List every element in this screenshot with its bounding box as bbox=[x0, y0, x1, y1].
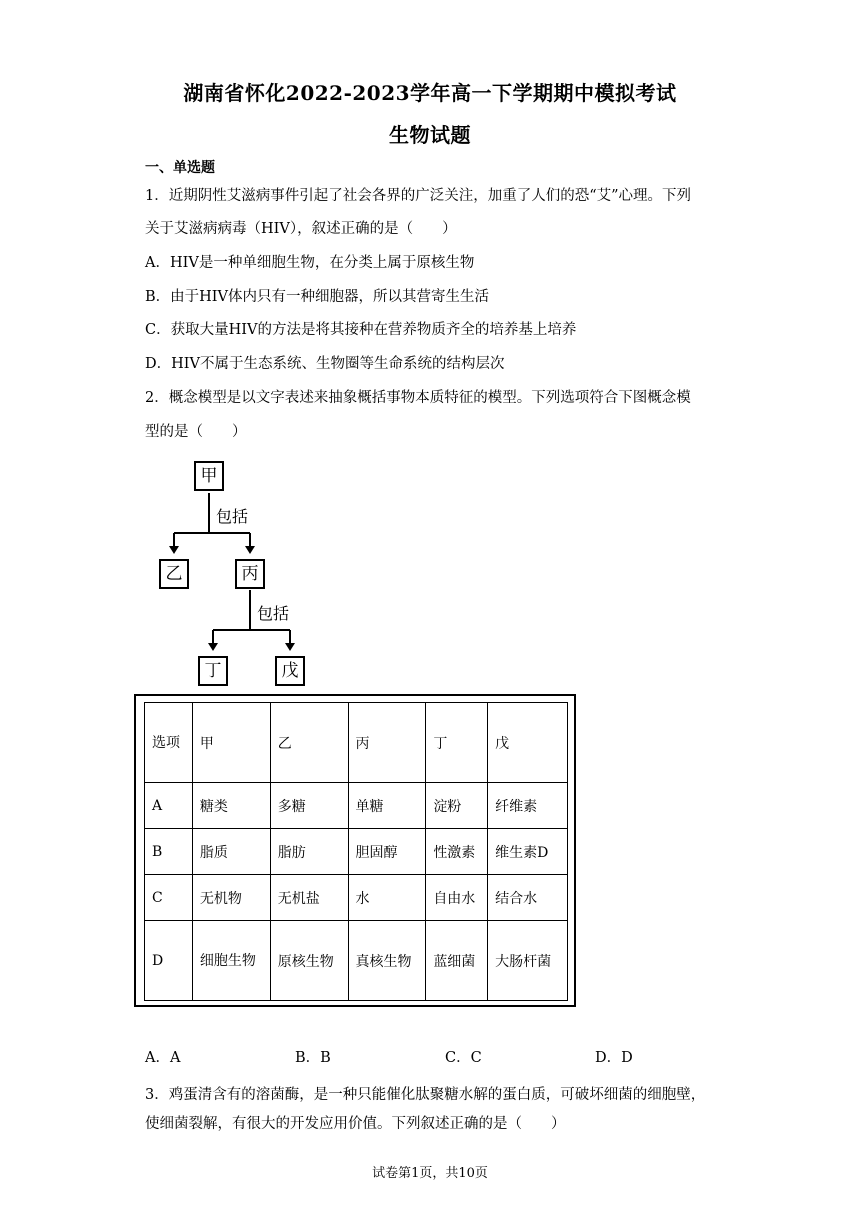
diagram-node-wu: 戊 bbox=[275, 656, 305, 686]
table-cell: 单糖 bbox=[348, 783, 426, 829]
concept-diagram bbox=[150, 455, 310, 690]
table-row bbox=[145, 829, 568, 875]
table-cell: C bbox=[145, 875, 193, 921]
table-cell: 胆固醇 bbox=[348, 829, 426, 875]
table-cell: 性激素 bbox=[426, 829, 488, 875]
q2-answer-d: D．D bbox=[595, 1050, 633, 1066]
table-cell: 原核生物 bbox=[270, 921, 348, 1001]
table-cell: B bbox=[145, 829, 193, 875]
table-row bbox=[145, 875, 568, 921]
table-header-cell: 戊 bbox=[488, 703, 568, 783]
table-row bbox=[145, 921, 568, 1001]
diagram-node-ding: 丁 bbox=[198, 656, 228, 686]
q2-answer-c: C．C bbox=[445, 1050, 482, 1066]
table-cell: 淀粉 bbox=[426, 783, 488, 829]
table-header-cell: 甲 bbox=[192, 703, 270, 783]
table-row bbox=[145, 783, 568, 829]
q1-option-a: A．HIV是一种单细胞生物，在分类上属于原核生物 bbox=[145, 255, 475, 271]
table-cell: 脂肪 bbox=[270, 829, 348, 875]
diagram-label-include-1: 包括 bbox=[216, 507, 249, 526]
q1-stem-line2: 关于艾滋病病毒（HIV），叙述正确的是（ ） bbox=[145, 221, 457, 237]
table-cell: 自由水 bbox=[426, 875, 488, 921]
diagram-label-include-2: 包括 bbox=[257, 604, 290, 623]
table-cell: A bbox=[145, 783, 193, 829]
table-header-cell: 丁 bbox=[426, 703, 488, 783]
table-cell: 真核生物 bbox=[348, 921, 426, 1001]
table-cell: 大肠杆菌 bbox=[488, 921, 568, 1001]
q2-stem-line2: 型的是（ ） bbox=[145, 424, 247, 440]
diagram-node-jia: 甲 bbox=[194, 461, 224, 491]
q1-option-c: C．获取大量HIV的方法是将其接种在营养物质齐全的培养基上培养 bbox=[145, 322, 577, 338]
table-header-cell: 丙 bbox=[348, 703, 426, 783]
q3-stem-line1: 3．鸡蛋清含有的溶菌酶，是一种只能催化肽聚糖水解的蛋白质，可破坏细菌的细胞壁， bbox=[145, 1087, 706, 1103]
table-header-cell: 乙 bbox=[270, 703, 348, 783]
diagram-node-bing: 丙 bbox=[235, 559, 265, 589]
table-cell: 糖类 bbox=[192, 783, 270, 829]
options-table bbox=[144, 702, 568, 1001]
table-cell: 脂质 bbox=[192, 829, 270, 875]
q1-option-b: B．由于HIV体内只有一种细胞器，所以其营寄生生活 bbox=[145, 289, 489, 305]
q1-option-d: D．HIV不属于生态系统、生物圈等生命系统的结构层次 bbox=[145, 356, 505, 372]
table-cell: D bbox=[145, 921, 193, 1001]
table-cell: 细胞生物 bbox=[192, 921, 270, 1001]
table-cell: 多糖 bbox=[270, 783, 348, 829]
page-title: 湖南省怀化2022-2023学年高一下学期期中模拟考试 bbox=[183, 81, 677, 105]
diagram-node-yi: 乙 bbox=[159, 559, 189, 589]
q2-stem-line1: 2．概念模型是以文字表述来抽象概括事物本质特征的模型。下列选项符合下图概念模 bbox=[145, 390, 691, 406]
table-cell: 维生素D bbox=[488, 829, 568, 875]
q2-answer-b: B．B bbox=[295, 1050, 331, 1066]
section-heading: 一、单选题 bbox=[145, 160, 215, 176]
table-cell: 蓝细菌 bbox=[426, 921, 488, 1001]
table-cell: 纤维素 bbox=[488, 783, 568, 829]
table-cell: 水 bbox=[348, 875, 426, 921]
table-header-cell: 选项 bbox=[145, 703, 193, 783]
table-cell: 结合水 bbox=[488, 875, 568, 921]
table-cell: 无机物 bbox=[192, 875, 270, 921]
table-header-row bbox=[145, 703, 568, 783]
q2-answer-a: A．A bbox=[145, 1050, 181, 1066]
table-cell: 无机盐 bbox=[270, 875, 348, 921]
q3-stem-line2: 使细菌裂解，有很大的开发应用价值。下列叙述正确的是（ ） bbox=[145, 1116, 566, 1132]
page-footer: 试卷第1页，共10页 bbox=[372, 1166, 488, 1181]
q1-stem-line1: 1．近期阴性艾滋病事件引起了社会各界的广泛关注，加重了人们的恐“艾”心理。下列 bbox=[145, 188, 692, 204]
page-subtitle: 生物试题 bbox=[389, 123, 471, 147]
